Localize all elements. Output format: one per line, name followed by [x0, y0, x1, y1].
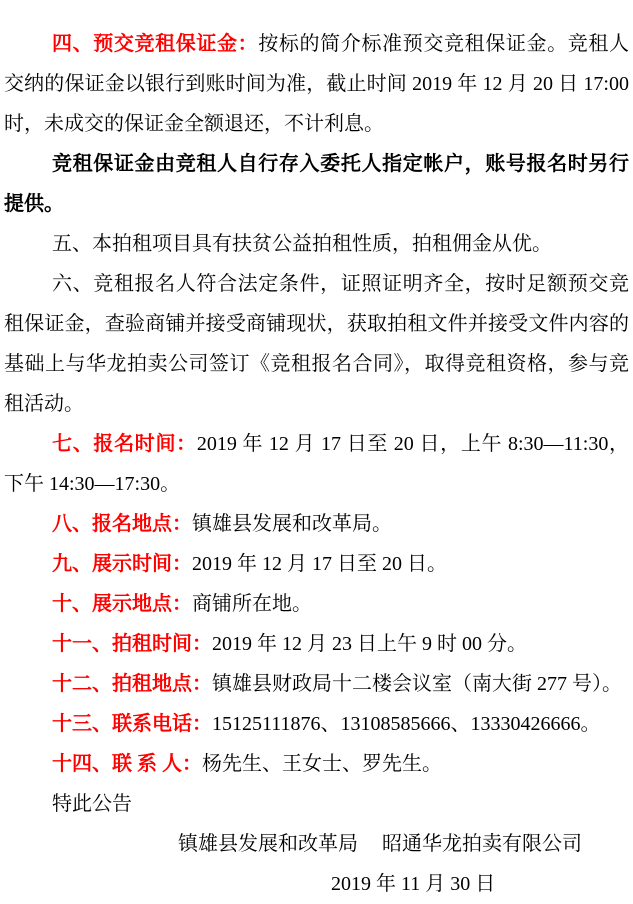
section-12-auction-place [4, 664, 629, 704]
date-text: 2019 年 11 月 30 日 [331, 873, 496, 895]
section-9-display-time [4, 544, 629, 584]
signature-org-left: 镇雄县发展和改革局 [178, 833, 358, 855]
section-7-header: 七、报名时间： [52, 433, 197, 455]
section-9-header: 九、展示时间： [52, 553, 192, 575]
section-11-body: 2019 年 12 月 23 日上午 9 时 00 分。 [212, 633, 527, 655]
signature-line [4, 824, 629, 864]
section-11-auction-time [4, 624, 629, 664]
closing-text: 特此公告 [52, 793, 132, 815]
section-7-body: 2019 年 12 月 17 日至 20 日，上午 8:30—11:30，下午 14:30—17:30。 [4, 433, 630, 495]
section-6-qualification [4, 264, 629, 424]
section-10-body: 商铺所在地。 [192, 593, 312, 615]
closing-statement [4, 784, 629, 824]
section-10-header: 十、展示地点： [52, 593, 192, 615]
deposit-account-note-body: 竞租保证金由竞租人自行存入委托人指定帐户，账号报名时另行提供。 [4, 153, 629, 215]
section-14-header: 十四、联 系 人： [52, 753, 202, 775]
section-14-contact-persons [4, 744, 629, 784]
section-13-header: 十三、联系电话： [52, 713, 212, 735]
section-deposit-account-note [4, 144, 629, 224]
section-14-body: 杨先生、王女士、罗先生。 [202, 753, 442, 775]
section-4-header: 四、预交竞租保证金： [52, 33, 259, 55]
section-7-registration-time [4, 424, 629, 504]
section-4-body: 按标的简介标准预交竞租保证金。竞租人交纳的保证金以银行到账时间为准，截止时间 2019 年 12 月 20 日 17:00 时，未成交的保证金全额退还，不计利息。 [4, 33, 630, 135]
section-4-deposit [4, 24, 629, 144]
section-13-contact-phones [4, 704, 629, 744]
section-11-header: 十一、拍租时间： [52, 633, 212, 655]
section-8-body: 镇雄县发展和改革局。 [192, 513, 392, 535]
date-line [4, 864, 629, 904]
section-5-body: 五、本拍租项目具有扶贫公益拍租性质，拍租佣金从优。 [52, 233, 552, 255]
signature-org-right: 昭通华龙拍卖有限公司 [382, 833, 582, 855]
section-10-display-place [4, 584, 629, 624]
section-5-charity-note [4, 224, 629, 264]
section-6-body: 六、竞租报名人符合法定条件，证照证明齐全，按时足额预交竞租保证金，查验商铺并接受商铺现状，获取拍租文件并接受文件内容的基础上与华龙拍卖公司签订《竞租报名合同》，取得竞租资格，参与竞租活动。 [4, 273, 629, 415]
section-13-body: 15125111876、13108585666、13330426666。 [212, 713, 601, 735]
section-12-header: 十二、拍租地点： [52, 673, 212, 695]
section-8-header: 八、报名地点： [52, 513, 192, 535]
section-12-body: 镇雄县财政局十二楼会议室（南大街 277 号）。 [212, 673, 622, 695]
section-8-registration-place [4, 504, 629, 544]
section-9-body: 2019 年 12 月 17 日至 20 日。 [192, 553, 447, 575]
